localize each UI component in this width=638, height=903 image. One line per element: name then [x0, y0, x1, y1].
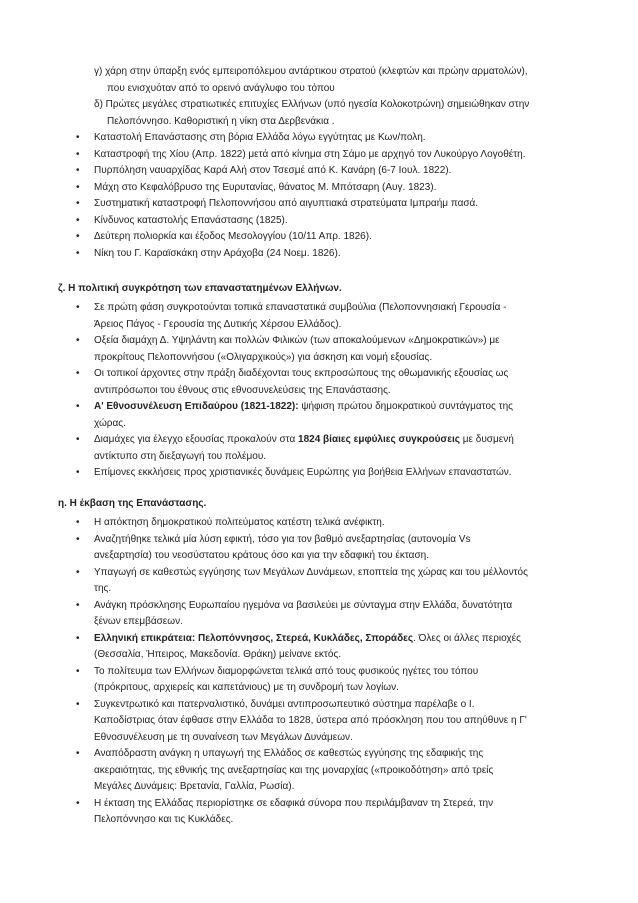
events-list — [94, 130, 574, 262]
list-item: • Δεύτερη πολιορκία και έξοδος Μεσολογγίου (10/11 Απρ. 1826). — [94, 229, 574, 246]
list-item: • Καταστροφή της Χίου (Απρ. 1822) μετά από κίνημα στη Σάμο με αρχηγό τον Λυκούργο Λογοθέτη. — [94, 147, 574, 164]
list-item: • Αναζητήθηκε τελικά μία λύση εφικτή, τόσο για τον βαθμό ανεξαρτησίας (αυτονομία Vs ανεξαρτησία) του νεοσύστατου κράτους όσο και για την εδαφική του έκταση. — [94, 532, 574, 565]
section-z-list — [94, 300, 574, 482]
list-item: • Υπαγωγή σε καθεστώς εγγύησης των Μεγάλων Δυνάμεων, εποπτεία της χώρας και του μέλλοντός της. — [94, 565, 574, 598]
list-item: • Σε πρώτη φάση συγκροτούνται τοπικά επαναστατικά συμβούλια (Πελοποννησιακή Γερουσία - Άρειος Πάγος - Γερουσία της Δυτικής Χέρσου Ελλάδος). — [94, 300, 574, 333]
list-item: • Η έκταση της Ελλάδας περιορίστηκε σε εδαφικά σύνορα που περιλάμβαναν τη Στερεά, την Πελοπόννησο και τις Κυκλάδες. — [94, 796, 574, 829]
list-item: • Οξεία διαμάχη Δ. Υψηλάντη και πολλών Φιλικών (των αποκαλούμενων «Δημοκρατικών») με προκρίτους Πελοποννήσου («Ολιγαρχικούς») για άσκηση και νομή εξουσίας. — [94, 333, 574, 366]
list-item: • Το πολίτευμα των Ελλήνων διαμορφώνεται τελικά από τους φυσικούς ηγέτες του τόπου (πρόκριτους, αρχιερείς και καπετάνιους) με τη συνδρομή των λογίων. — [94, 664, 574, 697]
list-item: • Κίνδυνος καταστολής Επανάστασης (1825). — [94, 213, 574, 230]
list-item: • Οι τοπικοί άρχοντες στην πράξη διαδέχονται τους εκπροσώπους της οθωμανικής εξουσίας ως αντιπρόσωποι του έθνους στις εθνοσυνελεύσεις της Επανάστασης. — [94, 366, 574, 399]
list-item: • Πυρπόληση ναυαρχίδας Καρά Αλή στον Τσεσμέ από Κ. Κανάρη (6-7 Ιουλ. 1822). — [94, 163, 574, 180]
list-item: • Συστηματική καταστροφή Πελοποννήσου από αιγυπτιακά στρατεύματα Ιμπραήμ πασά. — [94, 196, 574, 213]
subitem-g-line1: γ) χάρη στην ύπαρξη ενός εμπειροπόλεμου αντάρτικου στρατού (κλεφτών και πρώην αρματολών), — [94, 66, 528, 77]
subitem-g-line2: που ενισχυόταν από το ορεινό ανάγλυφο του τόπου — [107, 82, 335, 94]
list-item: • Ελληνική επικράτεια: Πελοπόννησος, Στερεά, Κυκλάδες, Σποράδες. Όλες οι άλλες περιοχές (Θεσσαλία, Ήπειρος, Μακεδονία. Θράκη) μείνανε εκτός. — [94, 631, 574, 664]
list-item: • Η απόκτηση δημοκρατικού πολιτεύματος κατέστη τελικά ανέφικτη. — [94, 515, 574, 532]
list-item: • Συγκεντρωτικό και πατερναλιστικό, δυνάμει αντιπροσωπευτικό σύστημα παρέλαβε ο Ι. Καποδίστριας όταν έφθασε στην Ελλάδα το 1828, ύστερα από πρόσκληση που του απηύθυνε η Γ' Εθνοσυνέλευση με τη συναίνεση των Μεγάλων Δυνάμεων. — [94, 697, 574, 747]
list-item: • Αναπόδραστη ανάγκη η υπαγωγή της Ελλάδος σε καθεστώς εγγύησης της εδαφικής της ακεραιότητας, της εθνικής της ανεξαρτησίας και της μοναρχίας («προικοδότηση» από τρείς Μεγάλες Δυνάμεις: Βρετανία, Γαλλία, Ρωσία). — [94, 746, 574, 796]
list-item: • Καταστολή Επανάστασης στη βόρια Ελλάδα λόγω εγγύτητας με Κων/πολη. — [94, 130, 574, 147]
list-item: • Διαμάχες για έλεγχο εξουσίας προκαλούν στα 1824 βίαιες εμφύλιες συγκρούσεις με δυσμενή αντίκτυπο στη διεξαγωγή του πολέμου. — [94, 432, 574, 465]
subitem-d-line2: Πελοπόννησο. Καθοριστική η νίκη στα Δερβενάκια . — [107, 115, 335, 127]
list-item: • Ανάγκη πρόσκλησης Ευρωπαίου ηγεμόνα να βασιλεύει με σύνταγμα στην Ελλάδα, δυνατότητα ξένων επεμβάσεων. — [94, 598, 574, 631]
list-item: • Νίκη του Γ. Καραϊσκάκη στην Αράχοβα (24 Νοεμ. 1826). — [94, 246, 574, 263]
section-heading-z: ζ. Η πολιτική συγκρότηση των επαναστατημένων Ελλήνων. — [58, 283, 342, 294]
section-heading-i: η. Η έκβαση της Επανάστασης. — [58, 498, 207, 509]
list-item: • Μάχη στο Κεφαλόβρυσο της Ευρυτανίας, θάνατος Μ. Μπότσαρη (Αυγ. 1823). — [94, 180, 574, 197]
subitem-d-line1: δ) Πρώτες μεγάλες στρατιωτικές επιτυχίες Ελλήνων (υπό ηγεσία Κολοκοτρώνη) σημειώθηκαν στην — [94, 99, 530, 110]
intro-subitems — [94, 64, 584, 130]
list-item: • Α' Εθνοσυνέλευση Επιδαύρου (1821-1822): ψήφιση πρώτου δημοκρατικού συντάγματος της χώρας. — [94, 399, 574, 432]
section-i-list — [94, 515, 574, 829]
list-item: • Επίμονες εκκλήσεις προς χριστιανικές δυνάμεις Ευρώπης για βοήθεια Ελλήνων επαναστατών. — [94, 465, 574, 482]
